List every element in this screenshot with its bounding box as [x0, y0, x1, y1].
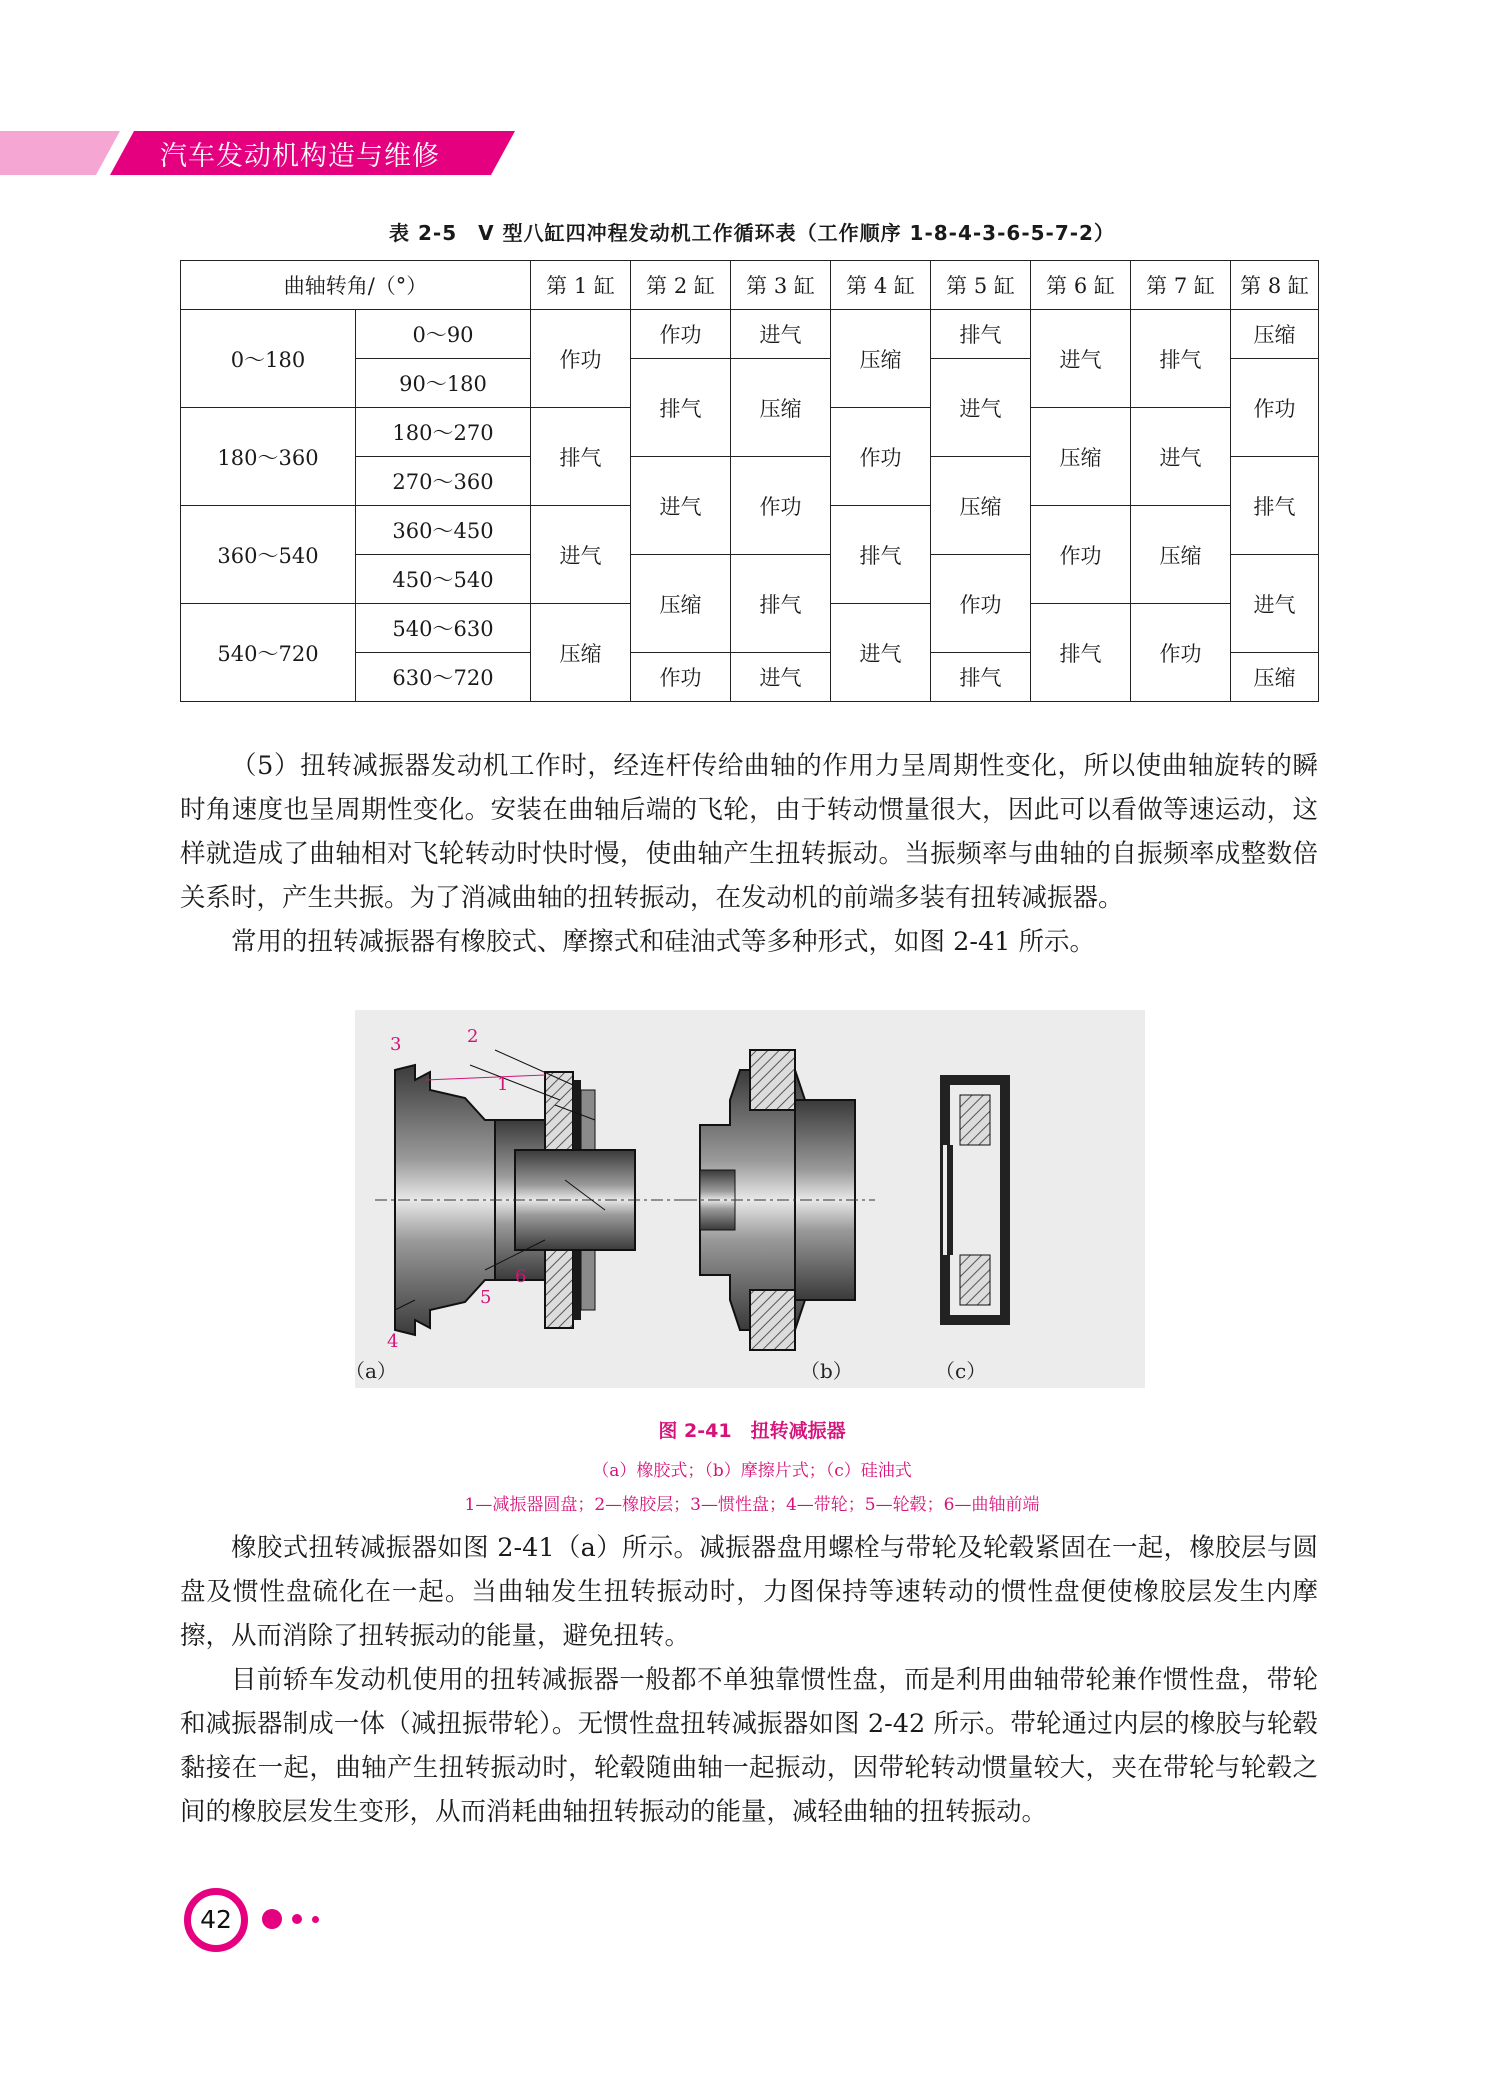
- callout-label: 5: [480, 1287, 492, 1308]
- body-text-lower: [180, 1526, 1318, 1834]
- paragraph: 常用的扭转减振器有橡胶式、摩擦式和硅油式等多种形式，如图 2-41 所示。: [231, 927, 1096, 957]
- cell: 作功: [731, 457, 831, 555]
- decorative-dot: [312, 1916, 319, 1923]
- damper-illustration: [345, 1010, 1145, 1388]
- figure-subtitle: （a）橡胶式；（b）摩擦片式；（c）硅油式: [592, 1461, 912, 1481]
- page-number: 42: [200, 1905, 232, 1934]
- cell: 压缩: [631, 555, 731, 653]
- figure-title: 图 2-41 扭转减振器: [658, 1420, 846, 1442]
- cell: 进气: [1031, 310, 1131, 408]
- range-cell: 540～720: [181, 604, 356, 702]
- header-cylinder: 第 5 缸: [931, 261, 1031, 310]
- page-number-badge: [184, 1888, 248, 1952]
- figure-legend: 1—减振器圆盘；2—橡胶层；3—惯性盘；4—带轮；5—轮毂；6—曲轴前端: [464, 1495, 1040, 1515]
- cell: 作功: [631, 653, 731, 702]
- paragraph: 橡胶式扭转减振器如图 2-41（a）所示。减振器盘用螺栓与带轮及轮毂紧固在一起，橡胶层与圆盘及惯性盘硫化在一起。当曲轴发生扭转振动时，力图保持等速转动的惯性盘便使橡胶层发生内摩擦，从而消除了扭转振动的能量，避免扭转。: [180, 1533, 1318, 1651]
- callout-label: 3: [390, 1034, 402, 1055]
- subrange-cell: 450～540: [356, 555, 531, 604]
- cell: 压缩: [531, 604, 631, 702]
- cell: 排气: [831, 506, 931, 604]
- cell: 排气: [1231, 457, 1319, 555]
- decorative-dot: [292, 1914, 302, 1924]
- cell: 进气: [931, 359, 1031, 457]
- cell: 作功: [1131, 604, 1231, 702]
- header-cylinder: 第 8 缸: [1231, 261, 1319, 310]
- panel-label-a: （a）: [345, 1359, 397, 1383]
- range-cell: 360～540: [181, 506, 356, 604]
- body-text-upper: [180, 744, 1318, 964]
- cell: 压缩: [1231, 653, 1319, 702]
- callout-label: 6: [515, 1266, 527, 1287]
- cell: 进气: [631, 457, 731, 555]
- paragraph: 目前轿车发动机使用的扭转减振器一般都不单独靠惯性盘，而是利用曲轴带轮兼作惯性盘，带轮和减振器制成一体（减扭振带轮）。无惯性盘扭转减振器如图 2-42 所示。带轮通过内层的橡胶与轮毂黏接在一起，曲轴产生扭转振动时，轮毂随曲轴一起振动，因带轮转动惯量较大，夹在带轮与轮毂之间的橡胶层发生变形，从而消耗曲轴扭转振动的能量，减轻曲轴的扭转振动。: [180, 1665, 1318, 1827]
- cell: 压缩: [931, 457, 1031, 555]
- cell: 排气: [631, 359, 731, 457]
- table-caption: 表 2-5 V 型八缸四冲程发动机工作循环表（工作顺序 1-8-4-3-6-5-7-2）: [389, 221, 1115, 245]
- cell: 排气: [931, 653, 1031, 702]
- silicone-oil-damper-drawing: [943, 1080, 1005, 1320]
- work-cycle-table: [180, 260, 1319, 702]
- cell: 进气: [1131, 408, 1231, 506]
- subrange-cell: 360～450: [356, 506, 531, 555]
- subrange-cell: 180～270: [356, 408, 531, 457]
- cell: 排气: [931, 310, 1031, 359]
- cell: 压缩: [1131, 506, 1231, 604]
- cell: 进气: [731, 653, 831, 702]
- damper-figure: [345, 1010, 1145, 1388]
- rubber-damper-drawing: [375, 1050, 685, 1335]
- book-title: 汽车发动机构造与维修: [160, 141, 440, 172]
- cell: 排气: [531, 408, 631, 506]
- subrange-cell: 0～90: [356, 310, 531, 359]
- cell: 作功: [531, 310, 631, 408]
- callout-label: 1: [497, 1074, 509, 1095]
- cell: 进气: [1231, 555, 1319, 653]
- header-cylinder: 第 7 缸: [1131, 261, 1231, 310]
- cell: 排气: [1131, 310, 1231, 408]
- cell: 排气: [1031, 604, 1131, 702]
- cell: 进气: [831, 604, 931, 702]
- subrange-cell: 270～360: [356, 457, 531, 506]
- cell: 排气: [731, 555, 831, 653]
- callout-label: 2: [467, 1026, 479, 1047]
- cell: 压缩: [731, 359, 831, 457]
- header-cylinder: 第 4 缸: [831, 261, 931, 310]
- panel-label-c: （c）: [935, 1359, 987, 1383]
- cell: 进气: [531, 506, 631, 604]
- chapter-banner: [0, 131, 520, 175]
- subrange-cell: 90～180: [356, 359, 531, 408]
- panel-label-b: （b）: [800, 1359, 853, 1383]
- subrange-cell: 540～630: [356, 604, 531, 653]
- cell: 作功: [931, 555, 1031, 653]
- cell: 压缩: [831, 310, 931, 408]
- cell: 压缩: [1031, 408, 1131, 506]
- header-cylinder: 第 2 缸: [631, 261, 731, 310]
- cell: 作功: [631, 310, 731, 359]
- cell: 压缩: [1231, 310, 1319, 359]
- subrange-cell: 630～720: [356, 653, 531, 702]
- range-cell: 180～360: [181, 408, 356, 506]
- header-cylinder: 第 3 缸: [731, 261, 831, 310]
- paragraph: （5）扭转减振器发动机工作时，经连杆传给曲轴的作用力呈周期性变化，所以使曲轴旋转的瞬时角速度也呈周期性变化。安装在曲轴后端的飞轮，由于转动惯量很大，因此可以看做等速运动，这样就造成了曲轴相对飞轮转动时快时慢，使曲轴产生扭转振动。当振频率与曲轴的自振频率成整数倍关系时，产生共振。为了消减曲轴的扭转振动，在发动机的前端多装有扭转减振器。: [180, 751, 1318, 913]
- cell: 作功: [831, 408, 931, 506]
- range-cell: 0～180: [181, 310, 356, 408]
- decorative-dot: [262, 1909, 282, 1929]
- table-row: [181, 310, 1319, 359]
- cell: 作功: [1031, 506, 1131, 604]
- cell: 进气: [731, 310, 831, 359]
- header-cylinder: 第 6 缸: [1031, 261, 1131, 310]
- table-header-row: [181, 261, 1319, 310]
- header-cylinder: 第 1 缸: [531, 261, 631, 310]
- callout-label: 4: [387, 1331, 399, 1352]
- header-angle: 曲轴转角/（°）: [181, 261, 531, 310]
- cell: 作功: [1231, 359, 1319, 457]
